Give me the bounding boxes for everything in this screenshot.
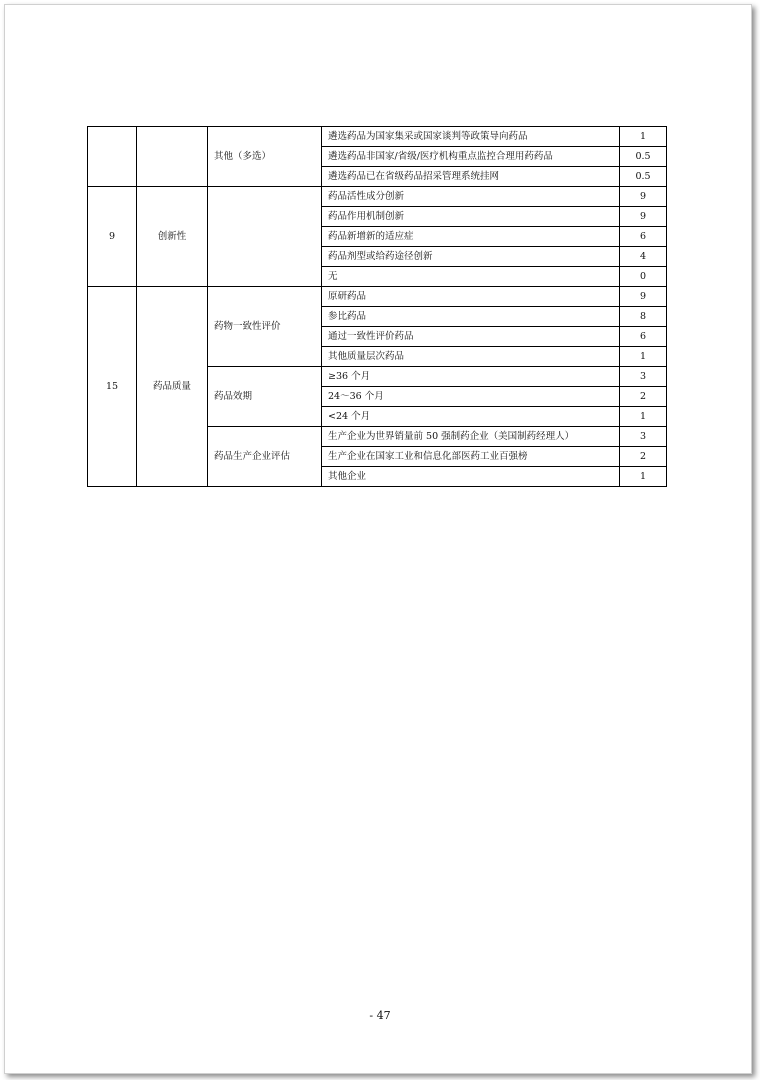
score-cell: 6 <box>620 327 667 347</box>
score-cell: 2 <box>620 447 667 467</box>
weight-cell <box>88 127 137 187</box>
score-cell: 1 <box>620 347 667 367</box>
item-cell: 参比药品 <box>322 307 620 327</box>
score-cell: 9 <box>620 207 667 227</box>
item-cell: 生产企业在国家工业和信息化部医药工业百强榜 <box>322 447 620 467</box>
item-cell: 遴选药品为国家集采或国家谈判等政策导向药品 <box>322 127 620 147</box>
item-cell: 其他质量层次药品 <box>322 347 620 367</box>
score-cell: 9 <box>620 287 667 307</box>
item-cell: ≥36 个月 <box>322 367 620 387</box>
score-cell: 0.5 <box>620 167 667 187</box>
score-cell: 0.5 <box>620 147 667 167</box>
item-cell: <24 个月 <box>322 407 620 427</box>
subcategory-cell <box>208 187 322 287</box>
score-cell: 9 <box>620 187 667 207</box>
subcategory-cell: 其他（多选） <box>208 127 322 187</box>
item-cell: 原研药品 <box>322 287 620 307</box>
category-cell <box>137 127 208 187</box>
score-cell: 4 <box>620 247 667 267</box>
item-cell: 药品新增新的适应症 <box>322 227 620 247</box>
weight-cell: 15 <box>88 287 137 487</box>
item-cell: 无 <box>322 267 620 287</box>
subcategory-cell: 药品效期 <box>208 367 322 427</box>
subcategory-cell: 药品生产企业评估 <box>208 427 322 487</box>
subcategory-cell: 药物一致性评价 <box>208 287 322 367</box>
table-row <box>88 187 667 207</box>
item-cell: 24～36 个月 <box>322 387 620 407</box>
item-cell: 通过一致性评价药品 <box>322 327 620 347</box>
weight-cell: 9 <box>88 187 137 287</box>
score-cell: 0 <box>620 267 667 287</box>
item-cell: 遴选药品已在省级药品招采管理系统挂网 <box>322 167 620 187</box>
score-cell: 1 <box>620 407 667 427</box>
table-row <box>88 127 667 147</box>
category-cell: 创新性 <box>137 187 208 287</box>
item-cell: 药品活性成分创新 <box>322 187 620 207</box>
score-cell: 1 <box>620 467 667 487</box>
evaluation-table <box>87 126 667 487</box>
item-cell: 遴选药品非国家/省级/医疗机构重点监控合理用药药品 <box>322 147 620 167</box>
score-cell: 2 <box>620 387 667 407</box>
score-cell: 1 <box>620 127 667 147</box>
category-cell: 药品质量 <box>137 287 208 487</box>
score-cell: 8 <box>620 307 667 327</box>
table-row <box>88 287 667 307</box>
item-cell: 其他企业 <box>322 467 620 487</box>
score-cell: 3 <box>620 367 667 387</box>
item-cell: 药品剂型或给药途径创新 <box>322 247 620 267</box>
page-number: - 47 <box>369 1009 391 1022</box>
score-cell: 3 <box>620 427 667 447</box>
item-cell: 生产企业为世界销量前 50 强制药企业（美国制药经理人） <box>322 427 620 447</box>
score-cell: 6 <box>620 227 667 247</box>
item-cell: 药品作用机制创新 <box>322 207 620 227</box>
